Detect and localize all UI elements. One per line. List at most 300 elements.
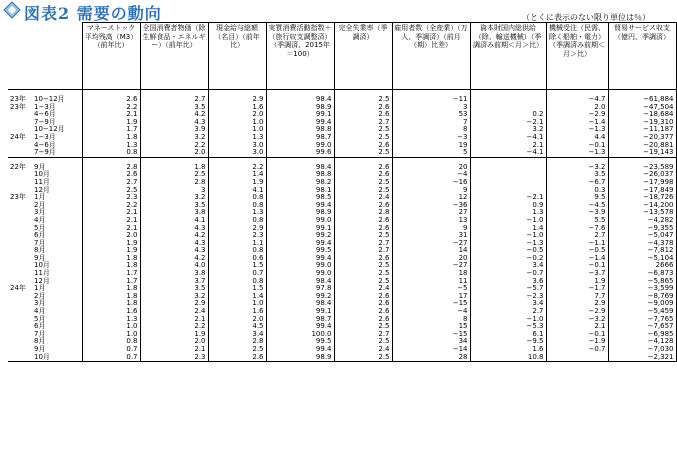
table-row xyxy=(8,171,676,179)
table-cell: −4 xyxy=(392,171,470,179)
table-cell: −7.6 xyxy=(546,225,608,233)
table-cell: 1.6 xyxy=(470,346,546,354)
table-cell: 2.1 xyxy=(82,225,140,233)
table-cell: −6,873 xyxy=(608,270,676,278)
table-cell: 2.5 xyxy=(334,338,392,346)
table-cell: 2.2 xyxy=(82,104,140,112)
table-cell xyxy=(470,96,546,104)
table-cell: 2.5 xyxy=(334,354,392,362)
table-cell: −1.7 xyxy=(546,285,608,293)
table-cell: −0.1 xyxy=(546,331,608,339)
table-cell: 1.3 xyxy=(82,316,140,324)
table-cell: 1.7 xyxy=(82,278,140,286)
table-cell: 2.6 xyxy=(334,293,392,301)
table-cell: 2.9 xyxy=(208,96,266,104)
row-period: 9月 xyxy=(34,253,46,262)
table-cell: 2.6 xyxy=(334,111,392,119)
table-cell: 98.9 xyxy=(266,104,334,112)
table-cell: 2.4 xyxy=(334,194,392,202)
table-cell: 20 xyxy=(392,255,470,263)
table-cell: −1.1 xyxy=(546,240,608,248)
table-cell: 9 xyxy=(392,225,470,233)
table-row xyxy=(8,96,676,104)
table-cell: −15 xyxy=(392,300,470,308)
table-row xyxy=(8,104,676,112)
table-cell: 4.1 xyxy=(208,187,266,195)
table-cell: 2.5 xyxy=(334,270,392,278)
table-cell: 2.0 xyxy=(208,316,266,324)
table-cell: −6,985 xyxy=(608,331,676,339)
table-cell: 8 xyxy=(392,316,470,324)
table-cell: −61,884 xyxy=(608,96,676,104)
table-cell: 4.3 xyxy=(140,119,208,127)
table-cell: 1.9 xyxy=(208,179,266,187)
table-cell: 1.3 xyxy=(208,134,266,142)
table-cell: 4.4 xyxy=(546,134,608,142)
table-cell: 99.0 xyxy=(266,217,334,225)
table-cell: 2.7 xyxy=(82,179,140,187)
table-cell: 2.6 xyxy=(334,171,392,179)
table-cell: 3.0 xyxy=(208,149,266,157)
table-cell: 98.7 xyxy=(266,134,334,142)
table-cell: 1.0 xyxy=(208,126,266,134)
table-row xyxy=(8,323,676,331)
table-cell: 11 xyxy=(392,278,470,286)
table-cell: 0.8 xyxy=(82,149,140,157)
table-row xyxy=(8,179,676,187)
table-cell: 8 xyxy=(392,126,470,134)
table-cell: 99.1 xyxy=(266,111,334,119)
table-cell: 2.1 xyxy=(82,111,140,119)
table-cell: −4.1 xyxy=(470,134,546,142)
table-cell: 3.2 xyxy=(140,293,208,301)
table-cell: 2.6 xyxy=(334,300,392,308)
table-cell: −3,599 xyxy=(608,285,676,293)
row-period: 10月 xyxy=(34,261,50,270)
table-cell: 9 xyxy=(392,187,470,195)
table-cell: 4.3 xyxy=(140,225,208,233)
table-cell: −17,998 xyxy=(608,179,676,187)
table-cell: 2.7 xyxy=(334,240,392,248)
row-period: 1−3月 xyxy=(34,102,56,111)
table-cell: 99.4 xyxy=(266,202,334,210)
table-cell: 2.7 xyxy=(546,232,608,240)
table-cell: 34 xyxy=(392,338,470,346)
table-cell: 2.6 xyxy=(334,316,392,324)
table-cell: 1.8 xyxy=(82,262,140,270)
row-period: 1−3月 xyxy=(34,132,56,141)
table-cell: 14 xyxy=(392,247,470,255)
table-cell: 2.5 xyxy=(334,179,392,187)
row-period: 10−12月 xyxy=(34,95,65,103)
row-period: 12月 xyxy=(34,185,50,194)
table-cell: 98.4 xyxy=(266,278,334,286)
column-header: 機械受注（民需、除く船舶・電力）（季調済み前期＜月＞比） xyxy=(546,23,608,90)
table-cell: 2.2 xyxy=(140,142,208,150)
table-cell: 0.7 xyxy=(82,354,140,362)
table-cell: −8,769 xyxy=(608,293,676,301)
table-cell: 2.5 xyxy=(334,262,392,270)
table-cell: 1.9 xyxy=(82,240,140,248)
table-row xyxy=(8,300,676,308)
table-cell: 99.5 xyxy=(266,338,334,346)
table-cell: 4.2 xyxy=(140,111,208,119)
table-cell: 1.8 xyxy=(82,300,140,308)
table-cell: 98.9 xyxy=(266,354,334,362)
table-cell: 4.3 xyxy=(140,240,208,248)
row-period: 4−6月 xyxy=(34,110,56,119)
row-year: 23年 xyxy=(10,95,26,103)
table-cell: −4,128 xyxy=(608,338,676,346)
row-period: 3月 xyxy=(34,208,46,217)
table-cell: 3.2 xyxy=(140,194,208,202)
row-period: 8月 xyxy=(34,337,46,346)
table-body xyxy=(8,90,676,362)
row-period: 5月 xyxy=(34,223,46,232)
table-row xyxy=(8,293,676,301)
table-cell: 15 xyxy=(392,323,470,331)
table-cell: 3.9 xyxy=(140,126,208,134)
table-cell: −1.9 xyxy=(546,338,608,346)
table-cell: −0.2 xyxy=(470,255,546,263)
column-header: 資本財国内総供給（除、輸送機械）（季調済み前期＜月＞比） xyxy=(470,23,546,90)
table-cell: 2.1 xyxy=(546,323,608,331)
table-cell: −5.7 xyxy=(470,285,546,293)
table-cell: 1.0 xyxy=(208,119,266,127)
row-period: 9月 xyxy=(34,162,46,171)
table-cell: 99.4 xyxy=(266,240,334,248)
table-cell: 99.4 xyxy=(266,346,334,354)
table-cell: 1.8 xyxy=(140,164,208,172)
table-cell: 31 xyxy=(392,232,470,240)
table-cell: 2.3 xyxy=(140,354,208,362)
table-cell: 1.3 xyxy=(470,209,546,217)
table-cell: 99.4 xyxy=(266,119,334,127)
table-cell: 0.8 xyxy=(208,194,266,202)
table-cell: −1.0 xyxy=(470,217,546,225)
table-cell: −1.3 xyxy=(470,240,546,248)
table-cell: −1.0 xyxy=(470,316,546,324)
table-cell: −20,377 xyxy=(608,134,676,142)
table-cell: 9.5 xyxy=(546,194,608,202)
table-cell: 2.6 xyxy=(334,104,392,112)
table-row xyxy=(8,331,676,339)
table-cell: −27 xyxy=(392,240,470,248)
row-period: 7−9月 xyxy=(34,148,56,157)
table-cell: −5 xyxy=(392,285,470,293)
row-year: 23年 xyxy=(10,102,26,111)
table-cell: 2.5 xyxy=(334,323,392,331)
table-cell: −4.1 xyxy=(470,149,546,157)
row-period: 10月 xyxy=(34,352,50,361)
table-cell: −0.5 xyxy=(546,247,608,255)
table-cell: 2.5 xyxy=(334,96,392,104)
row-period: 9月 xyxy=(34,345,46,353)
table-cell: 3.5 xyxy=(140,104,208,112)
table-cell: 2.8 xyxy=(208,338,266,346)
table-cell: 2.2 xyxy=(208,164,266,172)
table-cell: 2.9 xyxy=(208,225,266,233)
table-cell: −27 xyxy=(392,262,470,270)
row-period: 11月 xyxy=(34,269,50,278)
table-cell: 98.9 xyxy=(266,209,334,217)
table-cell: 1.9 xyxy=(82,247,140,255)
table-cell: −5,865 xyxy=(608,278,676,286)
table-cell: 98.2 xyxy=(266,179,334,187)
row-year: 22年 xyxy=(10,162,26,171)
table-cell: −5,047 xyxy=(608,232,676,240)
table-cell: 6.1 xyxy=(470,331,546,339)
row-period: 8月 xyxy=(34,246,46,255)
table-row xyxy=(8,209,676,217)
table-cell: 1.0 xyxy=(208,300,266,308)
table-cell: 2.4 xyxy=(334,346,392,354)
table-cell: 2666 xyxy=(608,262,676,270)
row-period: 10−12月 xyxy=(34,125,65,134)
table-cell: 10.8 xyxy=(470,354,546,362)
table-cell: 1.9 xyxy=(82,119,140,127)
table-cell: 2.5 xyxy=(334,149,392,157)
row-period: 6月 xyxy=(34,231,46,240)
table-row xyxy=(8,164,676,172)
table-cell: 4.3 xyxy=(140,247,208,255)
table-cell: −1.0 xyxy=(470,232,546,240)
table-cell: 5 xyxy=(392,149,470,157)
row-period: 6月 xyxy=(34,322,46,331)
table-cell: 3.6 xyxy=(470,278,546,286)
table-row xyxy=(8,225,676,233)
table-row xyxy=(8,270,676,278)
table-cell: 2.1 xyxy=(140,316,208,324)
row-period: 7月 xyxy=(34,238,46,247)
row-period: 1月 xyxy=(34,284,46,293)
table-cell: 2.6 xyxy=(208,354,266,362)
table-cell: −0.1 xyxy=(546,142,608,150)
table-cell: 0.2 xyxy=(470,111,546,119)
table-cell: 4.0 xyxy=(140,262,208,270)
table-cell: 2.3 xyxy=(208,232,266,240)
table-cell: −7,030 xyxy=(608,346,676,354)
table-cell: 3.7 xyxy=(140,278,208,286)
row-period: 3月 xyxy=(34,299,46,308)
table-cell: 3.8 xyxy=(140,209,208,217)
header-row xyxy=(8,23,676,90)
table-cell: 2.0 xyxy=(208,111,266,119)
table-cell: 1.1 xyxy=(208,240,266,248)
table-cell: 3.5 xyxy=(140,202,208,210)
table-cell: 4.2 xyxy=(140,232,208,240)
table-cell: −2.9 xyxy=(546,111,608,119)
table-cell: 2.9 xyxy=(140,300,208,308)
table-cell xyxy=(470,171,546,179)
table-cell: 3.2 xyxy=(140,134,208,142)
table-cell: −11 xyxy=(392,96,470,104)
table-row xyxy=(8,217,676,225)
table-cell: 2.6 xyxy=(334,217,392,225)
row-period: 2月 xyxy=(34,291,46,300)
table-row xyxy=(8,119,676,127)
table-cell: 99.2 xyxy=(266,232,334,240)
table-cell: 1.0 xyxy=(82,323,140,331)
table-cell: 2.6 xyxy=(334,202,392,210)
table-cell: 2.8 xyxy=(334,209,392,217)
table-cell: 99.0 xyxy=(266,262,334,270)
table-cell: 2.5 xyxy=(140,171,208,179)
table-cell: 0.6 xyxy=(208,255,266,263)
demand-table xyxy=(8,22,677,362)
table-cell: 0.8 xyxy=(82,338,140,346)
table-cell: −4,282 xyxy=(608,217,676,225)
table-row xyxy=(8,111,676,119)
table-cell: 2.5 xyxy=(334,126,392,134)
table-row xyxy=(8,316,676,324)
table-cell: 1.6 xyxy=(208,104,266,112)
table-cell: 98.8 xyxy=(266,171,334,179)
table-cell: 17 xyxy=(392,293,470,301)
table-cell: −15 xyxy=(392,331,470,339)
table-cell: −19,310 xyxy=(608,119,676,127)
table-cell: 2.1 xyxy=(82,217,140,225)
table-cell: 3.4 xyxy=(470,300,546,308)
table-cell: −3.2 xyxy=(546,316,608,324)
table-cell: 1.6 xyxy=(208,308,266,316)
table-cell: 2.6 xyxy=(82,171,140,179)
table-row xyxy=(8,338,676,346)
table-cell: −20,881 xyxy=(608,142,676,150)
table-cell: 3.0 xyxy=(208,142,266,150)
table-cell: −2.9 xyxy=(546,308,608,316)
table-cell: −7,657 xyxy=(608,323,676,331)
table-cell: −1.4 xyxy=(546,255,608,263)
row-period: 7月 xyxy=(34,329,46,338)
table-cell: 99.4 xyxy=(266,255,334,263)
table-cell: 3.4 xyxy=(208,331,266,339)
column-header: マネーストック平均残高（M3）（前年比） xyxy=(82,23,140,90)
table-cell: −18,726 xyxy=(608,194,676,202)
table-cell: 3.5 xyxy=(546,171,608,179)
table-cell: 2.2 xyxy=(140,323,208,331)
table-cell: 1.8 xyxy=(82,255,140,263)
table-cell: −2.3 xyxy=(470,293,546,301)
table-cell: 98.4 xyxy=(266,300,334,308)
table-cell: 4.2 xyxy=(140,255,208,263)
table-cell: −1.4 xyxy=(546,119,608,127)
row-period: 4月 xyxy=(34,307,46,316)
table-cell: 2.6 xyxy=(334,225,392,233)
table-row xyxy=(8,134,676,142)
table-cell: 1.7 xyxy=(82,126,140,134)
table-cell: 2.0 xyxy=(140,338,208,346)
row-label xyxy=(8,149,82,157)
table-cell: 2.7 xyxy=(334,247,392,255)
table-row xyxy=(8,126,676,134)
table-cell: 7.7 xyxy=(546,293,608,301)
table-cell: 0.8 xyxy=(208,247,266,255)
table-cell: 2.5 xyxy=(334,278,392,286)
table-cell: 2.0 xyxy=(82,232,140,240)
table-cell: 2.1 xyxy=(140,346,208,354)
table-cell: 2.8 xyxy=(140,179,208,187)
table-cell: −2.1 xyxy=(470,194,546,202)
table-cell: 99.1 xyxy=(266,308,334,316)
table-cell: −2.1 xyxy=(470,119,546,127)
table-cell: 100.0 xyxy=(266,331,334,339)
table-cell: 98.5 xyxy=(266,194,334,202)
table-cell: 1.9 xyxy=(140,331,208,339)
table-cell: 2.1 xyxy=(82,209,140,217)
table-cell: 98.8 xyxy=(266,126,334,134)
table-cell: −2,321 xyxy=(608,354,676,362)
table-cell: 2.5 xyxy=(208,346,266,354)
table-cell: −19,143 xyxy=(608,149,676,157)
table-row xyxy=(8,232,676,240)
table-cell: 1.8 xyxy=(82,134,140,142)
table-cell: −3.7 xyxy=(546,270,608,278)
table-cell: −36 xyxy=(392,202,470,210)
table-cell: 13 xyxy=(392,217,470,225)
table-cell: 2.7 xyxy=(334,331,392,339)
table-row xyxy=(8,240,676,248)
table-cell: 7 xyxy=(392,119,470,127)
table-cell: 1.8 xyxy=(82,285,140,293)
table-cell: 2.5 xyxy=(334,187,392,195)
row-year: 23年 xyxy=(10,193,26,202)
table-cell: 3 xyxy=(392,104,470,112)
table-cell: −14 xyxy=(392,346,470,354)
table-cell: 1.5 xyxy=(208,285,266,293)
table-cell: 97.8 xyxy=(266,285,334,293)
table-row xyxy=(8,308,676,316)
table-cell xyxy=(546,354,608,362)
table-cell: 2.4 xyxy=(334,285,392,293)
table-cell: −7,765 xyxy=(608,316,676,324)
table-cell: 99.0 xyxy=(266,142,334,150)
column-header: 現金給与総額（名目）（前年比） xyxy=(208,23,266,90)
table-cell: −7,812 xyxy=(608,247,676,255)
column-header: 雇用者数（全産業）（万人、季調済）（前月（期）比差） xyxy=(392,23,470,90)
row-period: 2月 xyxy=(34,200,46,209)
table-cell: −0.5 xyxy=(470,247,546,255)
table-cell: 2.5 xyxy=(82,187,140,195)
table-cell: 0.8 xyxy=(208,202,266,210)
table-cell: 1.6 xyxy=(82,308,140,316)
table-cell: 1.0 xyxy=(82,331,140,339)
table-cell: 99.4 xyxy=(266,323,334,331)
table-cell: 2.4 xyxy=(140,308,208,316)
row-year: 24年 xyxy=(10,284,26,293)
table-cell: 3.5 xyxy=(140,285,208,293)
table-row xyxy=(8,187,676,195)
table-cell: 2.7 xyxy=(334,119,392,127)
table-cell: 3.8 xyxy=(140,270,208,278)
table-cell: 98.4 xyxy=(266,164,334,172)
table-row xyxy=(8,202,676,210)
table-cell: −3.9 xyxy=(546,209,608,217)
table-cell: −11,187 xyxy=(608,126,676,134)
row-period: 4−6月 xyxy=(34,140,56,149)
table-cell: −3.2 xyxy=(546,164,608,172)
table-cell: 2.6 xyxy=(334,308,392,316)
table-cell: −0.7 xyxy=(546,346,608,354)
table-cell: −26,037 xyxy=(608,171,676,179)
table-cell: 2.0 xyxy=(546,104,608,112)
table-cell: 4.1 xyxy=(140,217,208,225)
row-label xyxy=(8,354,82,362)
table-cell: −4.7 xyxy=(546,96,608,104)
table-cell: 19 xyxy=(392,142,470,150)
table-cell: 1.5 xyxy=(208,262,266,270)
table-cell: 98.4 xyxy=(266,96,334,104)
